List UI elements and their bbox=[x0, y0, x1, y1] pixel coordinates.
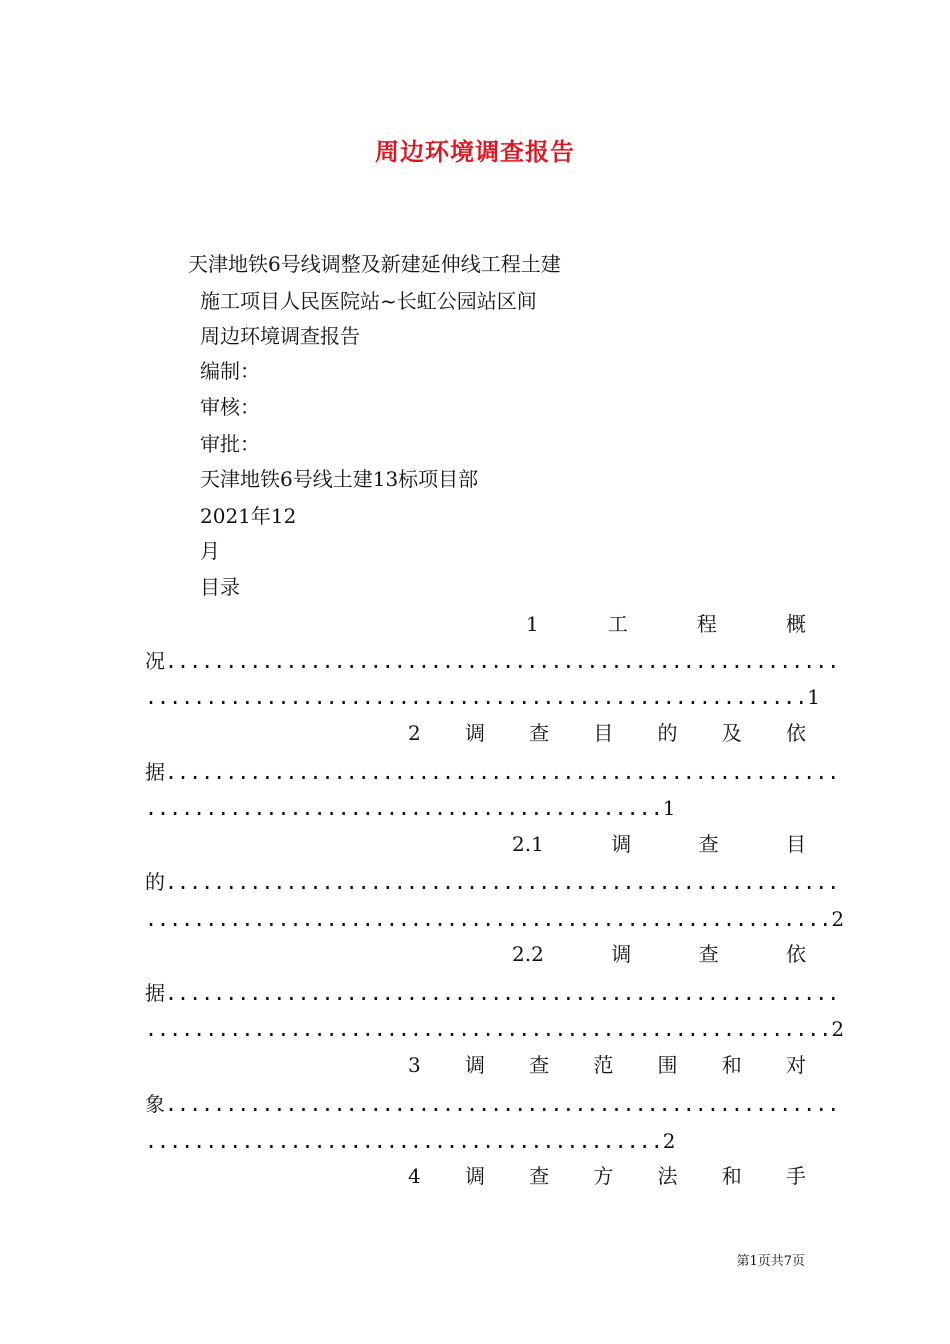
toc-entry-1-heading bbox=[526, 611, 806, 637]
compile-label: 编制： bbox=[200, 359, 260, 383]
toc-word: 程 bbox=[696, 612, 717, 636]
toc-word: 3 bbox=[408, 1053, 421, 1077]
toc-page-number: 1 bbox=[662, 796, 676, 820]
toc-word: 查 bbox=[698, 832, 719, 856]
toc-word: 目 bbox=[785, 832, 806, 856]
toc-entry-5-heading bbox=[408, 1052, 806, 1078]
date-year: 2021年12 bbox=[200, 504, 297, 528]
toc-word: 工 bbox=[607, 612, 628, 636]
toc-entry-2-heading bbox=[408, 720, 806, 746]
toc-word: 概 bbox=[785, 612, 806, 636]
toc-word: 调 bbox=[611, 832, 632, 856]
toc-word: 4 bbox=[408, 1164, 421, 1188]
toc-entry-4-leader-1: 据........................................................ bbox=[145, 981, 840, 1005]
toc-entry-2-leader-2: ...........................................1 bbox=[145, 796, 676, 820]
toc-entry-3-leader-1: 的........................................................ bbox=[145, 870, 840, 894]
toc-word: 和 bbox=[721, 1053, 742, 1077]
toc-word: 查 bbox=[529, 721, 550, 745]
toc-word: 的 bbox=[657, 721, 678, 745]
cover-line-1: 天津地铁6号线调整及新建延伸线工程土建 bbox=[188, 252, 561, 276]
toc-word: 调 bbox=[611, 942, 632, 966]
toc-entry-6-heading bbox=[408, 1163, 806, 1189]
toc-word: 调 bbox=[464, 721, 485, 745]
review-label: 审核： bbox=[200, 395, 260, 419]
toc-page-number: 1 bbox=[807, 685, 820, 709]
toc-word: 和 bbox=[721, 1164, 742, 1188]
toc-page-number: 2 bbox=[831, 1017, 845, 1041]
toc-word: 2.2 bbox=[512, 942, 544, 966]
toc-word: 调 bbox=[464, 1053, 485, 1077]
toc-entry-2-leader-1: 据........................................................ bbox=[145, 760, 840, 784]
toc-page-number: 2 bbox=[662, 1129, 676, 1153]
toc-word: 调 bbox=[464, 1164, 485, 1188]
toc-entry-3-heading bbox=[512, 831, 806, 857]
toc-page-number: 2 bbox=[831, 907, 845, 931]
date-month: 月 bbox=[200, 539, 220, 563]
toc-word: 对 bbox=[785, 1053, 806, 1077]
toc-word: 围 bbox=[657, 1053, 678, 1077]
toc-entry-4-heading bbox=[512, 941, 806, 967]
document-title: 周边环境调查报告 bbox=[375, 137, 575, 166]
toc-word: 2.1 bbox=[512, 832, 544, 856]
toc-word: 查 bbox=[529, 1053, 550, 1077]
toc-entry-3-leader-2: .........................................................2 bbox=[145, 907, 845, 931]
toc-word: 查 bbox=[698, 942, 719, 966]
approve-label: 审批： bbox=[200, 432, 260, 456]
toc-word: 及 bbox=[721, 721, 742, 745]
toc-heading: 目录 bbox=[200, 575, 240, 599]
toc-entry-5-leader-1: 象........................................................ bbox=[145, 1092, 840, 1116]
toc-word: 1 bbox=[526, 612, 539, 636]
toc-word: 依 bbox=[785, 942, 806, 966]
page-footer: 第1页共7页 bbox=[736, 1254, 805, 1269]
cover-line-2: 施工项目人民医院站~长虹公园站区间 bbox=[200, 289, 537, 313]
toc-word: 2 bbox=[408, 721, 421, 745]
department: 天津地铁6号线土建13标项目部 bbox=[200, 467, 479, 491]
toc-entry-1-leader-2: .......................................................1 bbox=[145, 685, 820, 709]
toc-word: 手 bbox=[785, 1164, 806, 1188]
toc-word: 方 bbox=[593, 1164, 614, 1188]
toc-entry-1-leader-1: 况........................................................ bbox=[145, 649, 840, 673]
toc-entry-5-leader-2: ...........................................2 bbox=[145, 1129, 676, 1153]
toc-entry-4-leader-2: .........................................................2 bbox=[145, 1017, 845, 1041]
cover-line-3: 周边环境调查报告 bbox=[200, 324, 360, 348]
toc-word: 法 bbox=[657, 1164, 678, 1188]
toc-word: 依 bbox=[785, 721, 806, 745]
toc-word: 目 bbox=[593, 721, 614, 745]
toc-word: 查 bbox=[529, 1164, 550, 1188]
toc-word: 范 bbox=[593, 1053, 614, 1077]
